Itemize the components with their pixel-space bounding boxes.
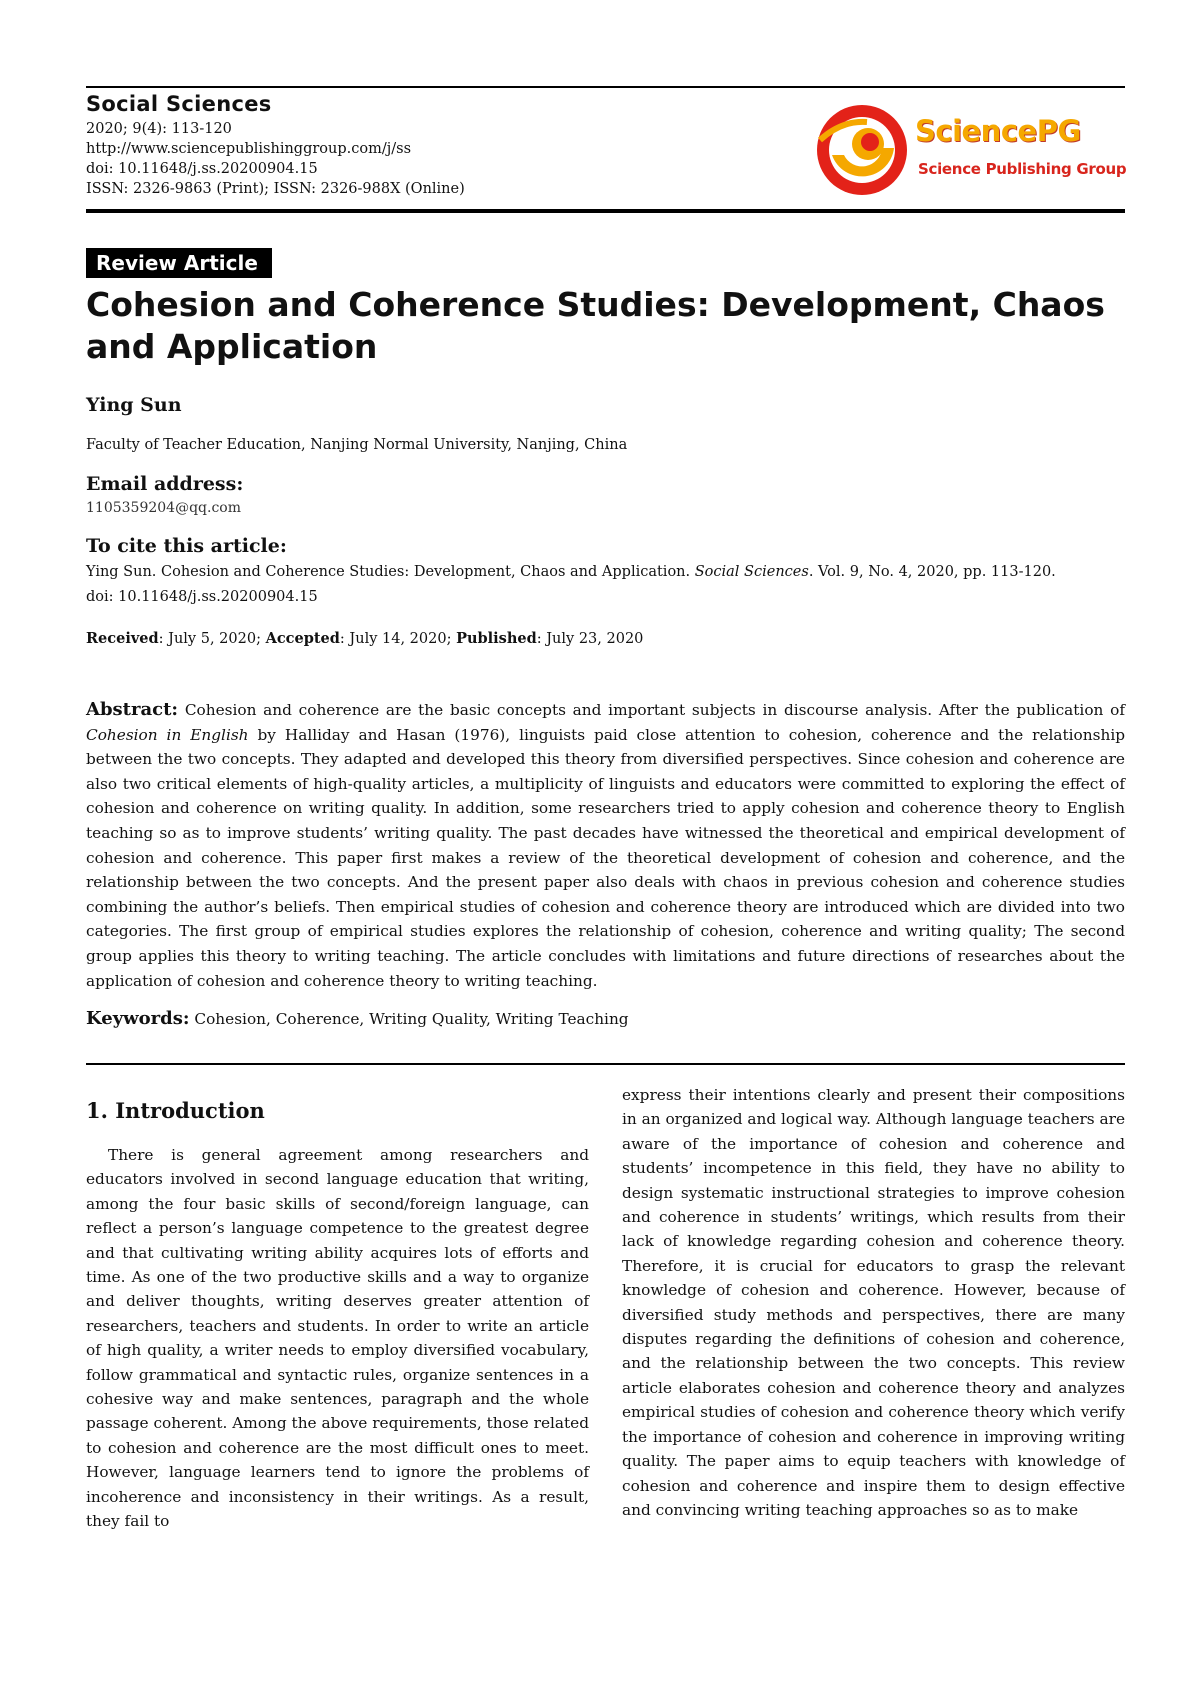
citation-journal: Social Sciences [694,564,809,580]
section-heading-introduction: 1. Introduction [86,1098,265,1123]
abstract [86,698,1125,993]
journal-url[interactable]: http://www.sciencepublishinggroup.com/j/ss [86,141,412,157]
author-affiliation: Faculty of Teacher Education, Nanjing Normal University, Nanjing, China [86,437,628,453]
abstract-book-title: Cohesion in English [86,725,249,744]
citation-pre: Ying Sun. Cohesion and Coherence Studies: Development, Chaos and Application. [86,564,691,580]
citation-post: . Vol. 9, No. 4, 2020, pp. 113-120. [808,564,1056,580]
abstract-text-post: by Halliday and Hasan (1976), linguists paid close attention to cohesion, coherence and the relationship between the two concepts. They adapted and developed this theory from diversified perspectives. Since cohesion and coherence are also two critical elements of high-quality articles, a multiplicity of linguists and educators were committed to exploring the effect of cohesion and coherence on writing quality. In addition, some researchers tried to apply cohesion and coherence theory to English teaching so as to improve students’ writing quality. The past decades have witnessed the theoretical and empirical development of cohesion and coherence. This paper first makes a review of the theoretical development of cohesion and coherence, and the relationship between the two concepts. And the present paper also deals with chaos in previous cohesion and coherence studies combining the author’s beliefs. Then empirical studies of cohesion and coherence theory are introduced which are divided into two categories. The first group of empirical studies explores the relationship of cohesion, coherence and writing quality; The second group applies this theory to writing teaching. The article concludes with limitations and future directions of researches about the application of cohesion and coherence theory to writing teaching. [86,725,1126,990]
article-title: Cohesion and Coherence Studies: Development, Chaos and Application [86,285,1105,366]
citation-text [86,564,1056,580]
published-label: Published [456,630,537,647]
abstract-divider [86,1063,1125,1065]
email-address[interactable]: 1105359204@qq.com [86,500,241,516]
journal-doi[interactable]: doi: 10.11648/j.ss.20200904.15 [86,161,318,177]
body-column-right: express their intentions clearly and present their compositions in an organized and logical way. Although language teachers are aware of the importance of cohesion and coherence and students’ incompetence in this field, they have no ability to design systematic instructional strategies to improve cohesion and coherence in students’ writings, which results from their lack of knowledge regarding cohesion and coherence theory. Therefore, it is crucial for educators to grasp the relevant knowledge of cohesion and coherence. However, because of diversified study methods and perspectives, there are many disputes regarding the definitions of cohesion and coherence, and the relationship between the two concepts. This review article elaborates cohesion and coherence theory and analyzes empirical studies of cohesion and coherence theory which verify the importance of cohesion and coherence in improving writing quality. The paper aims to equip teachers with knowledge of cohesion and coherence and inspire them to design effective and convincing writing teaching approaches so as to make [622,1086,1125,1519]
header-top-rule [86,86,1125,88]
keywords-list: Cohesion, Coherence, Writing Quality, Writing Teaching [189,1010,629,1028]
header-bottom-rule [86,209,1125,213]
logo-subtitle: Science Publishing Group [918,160,1127,178]
accepted-date: : July 14, 2020; [339,631,457,647]
sciencepg-logo [812,100,1132,200]
received-label: Received [86,630,159,647]
article-type-badge: Review Article [86,248,272,278]
cite-heading: To cite this article: [86,535,287,557]
keywords [86,1008,629,1029]
journal-name: Social Sciences [86,92,272,116]
sciencepg-logo-icon [812,100,912,200]
publication-dates [86,630,643,647]
keywords-label: Keywords: [86,1008,190,1029]
abstract-label: Abstract: [86,699,179,720]
accepted-label: Accepted [265,630,340,647]
received-date: : July 5, 2020; [158,631,266,647]
body-column-left: There is general agreement among researchers and educators involved in second language education that writing, among the four basic skills of second/foreign language, can reflect a person’s language competence to the greatest degree and that cultivating writing ability acquires lots of efforts and time. As one of the two productive skills and a way to organize and deliver thoughts, writing deserves greater attention of researchers, teachers and students. In order to write an article of high quality, a writer needs to employ diversified vocabulary, follow grammatical and syntactic rules, organize sentences in a cohesive way and make sentences, paragraph and the whole passage coherent. Among the above requirements, those related to cohesion and coherence are the most difficult ones to meet. However, language learners tend to ignore the problems of incoherence and inconsistency in their writings. As a result, they fail to [86,1146,589,1531]
abstract-text-pre: Cohesion and coherence are the basic concepts and important subjects in discourse analysis. After the publication of [178,701,1125,719]
logo-wordmark: SciencePG [915,114,1081,148]
journal-issn: ISSN: 2326-9863 (Print); ISSN: 2326-988X (Online) [86,181,465,197]
email-heading: Email address: [86,473,244,495]
author-name: Ying Sun [86,394,182,416]
journal-issue: 2020; 9(4): 113-120 [86,121,232,137]
citation-doi[interactable]: doi: 10.11648/j.ss.20200904.15 [86,589,318,605]
published-date: : July 23, 2020 [536,631,644,647]
journal-info [86,92,465,199]
